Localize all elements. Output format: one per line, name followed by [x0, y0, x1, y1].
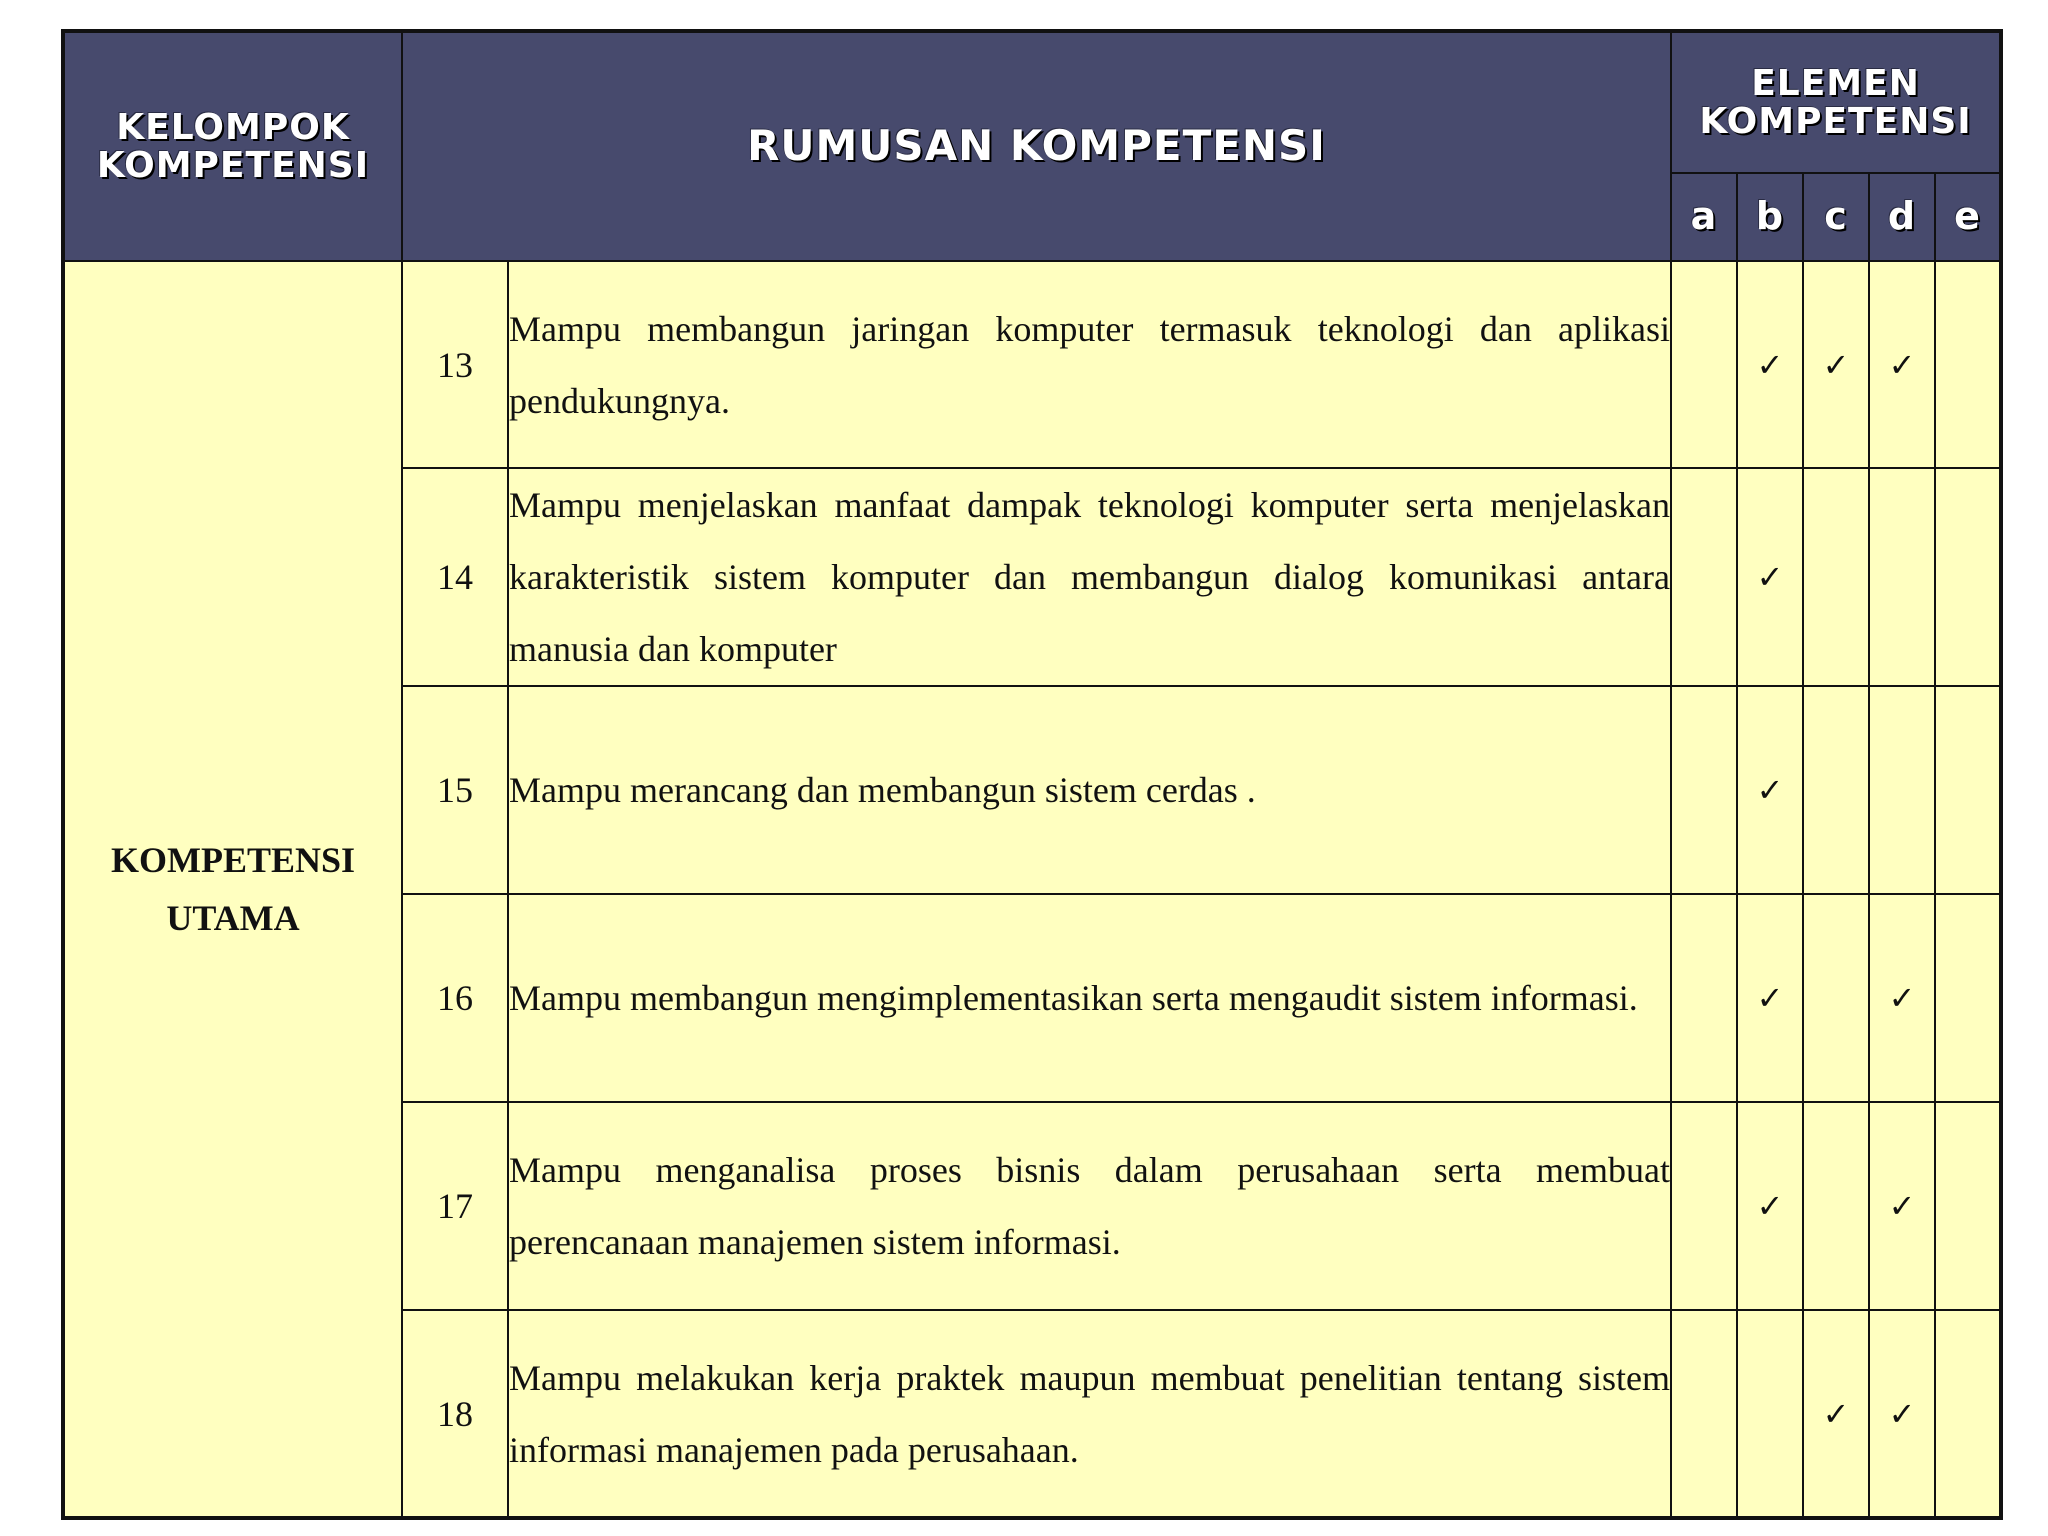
element-cell-e: [1935, 261, 2001, 468]
element-cell-e: [1935, 1102, 2001, 1310]
competency-description: Mampu menjelaskan manfaat dampak teknologi komputer serta menjelaskan karakteristik sistem komputer dan membangun dialog komunikasi antara manusia dan komputer: [508, 468, 1671, 686]
competency-description: Mampu melakukan kerja praktek maupun membuat penelitian tentang sistem informasi manajemen pada perusahaan.: [508, 1310, 1671, 1518]
row-number: 18: [402, 1310, 508, 1518]
checkmark-icon: ✓: [1888, 345, 1916, 384]
element-cell-a: [1671, 468, 1737, 686]
element-cell-a: [1671, 686, 1737, 894]
row-number: 15: [402, 686, 508, 894]
table-row: [63, 261, 2001, 468]
element-cell-c: [1803, 261, 1869, 468]
checkmark-icon: ✓: [1756, 979, 1784, 1017]
element-cell-d: [1869, 261, 1935, 468]
element-cell-b: [1737, 1102, 1803, 1310]
element-cell-d: [1869, 1310, 1935, 1518]
checkmark-icon: ✓: [1756, 345, 1784, 384]
element-cell-e: [1935, 468, 2001, 686]
row-number: 17: [402, 1102, 508, 1310]
checkmark-icon: ✓: [1888, 1394, 1916, 1433]
element-cell-a: [1671, 1102, 1737, 1310]
element-cell-d: [1869, 468, 1935, 686]
element-cell-d: [1869, 686, 1935, 894]
element-cell-b: [1737, 261, 1803, 468]
header-rumusan-kompetensi: RUMUSAN KOMPETENSI: [402, 31, 1671, 261]
element-cell-c: [1803, 1310, 1869, 1518]
element-cell-c: [1803, 686, 1869, 894]
row-number: 16: [402, 894, 508, 1102]
element-cell-c: [1803, 1102, 1869, 1310]
element-cell-a: [1671, 894, 1737, 1102]
checkmark-icon: ✓: [1822, 1394, 1850, 1433]
element-cell-d: [1869, 894, 1935, 1102]
element-cell-b: [1737, 686, 1803, 894]
checkmark-icon: ✓: [1822, 345, 1850, 384]
checkmark-icon: ✓: [1756, 771, 1784, 809]
checkmark-icon: ✓: [1888, 1187, 1916, 1225]
header-elemen-kompetensi: ELEMEN KOMPETENSI: [1671, 31, 2001, 173]
competency-description: Mampu merancang dan membangun sistem cerdas .: [508, 686, 1671, 894]
element-cell-a: [1671, 1310, 1737, 1518]
group-label-kompetensi-utama: KOMPETENSI UTAMA: [63, 261, 402, 1518]
element-cell-b: [1737, 468, 1803, 686]
row-number: 13: [402, 261, 508, 468]
header-letter-d: d: [1869, 173, 1935, 261]
competency-description: Mampu membangun mengimplementasikan serta mengaudit sistem informasi.: [508, 894, 1671, 1102]
header-letter-b: b: [1737, 173, 1803, 261]
checkmark-icon: ✓: [1888, 979, 1916, 1017]
header-letter-a: a: [1671, 173, 1737, 261]
element-cell-b: [1737, 1310, 1803, 1518]
checkmark-icon: ✓: [1756, 1187, 1784, 1225]
row-number: 14: [402, 468, 508, 686]
header-letter-e: e: [1935, 173, 2001, 261]
element-cell-e: [1935, 686, 2001, 894]
element-cell-c: [1803, 894, 1869, 1102]
competency-description: Mampu membangun jaringan komputer termasuk teknologi dan aplikasi pendukungnya.: [508, 261, 1671, 468]
element-cell-e: [1935, 1310, 2001, 1518]
element-cell-d: [1869, 1102, 1935, 1310]
element-cell-e: [1935, 894, 2001, 1102]
element-cell-a: [1671, 261, 1737, 468]
checkmark-icon: ✓: [1756, 558, 1784, 596]
header-kelompok-kompetensi: KELOMPOK KOMPETENSI: [63, 31, 402, 261]
competency-description: Mampu menganalisa proses bisnis dalam perusahaan serta membuat perencanaan manajemen sistem informasi.: [508, 1102, 1671, 1310]
header-letter-c: c: [1803, 173, 1869, 261]
element-cell-b: [1737, 894, 1803, 1102]
competency-table: [61, 29, 2003, 1520]
element-cell-c: [1803, 468, 1869, 686]
